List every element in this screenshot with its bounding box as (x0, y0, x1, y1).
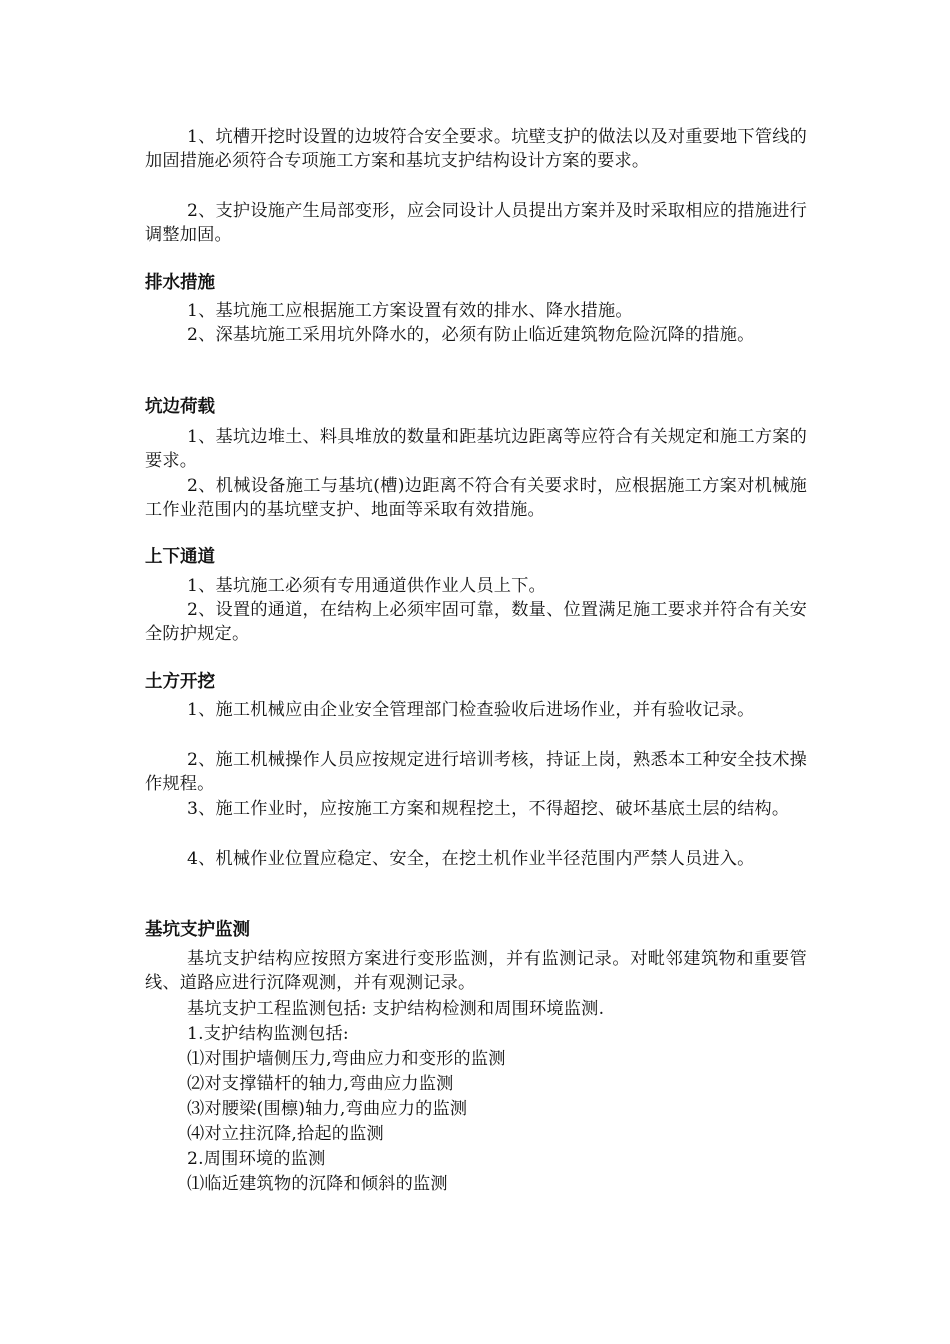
edge-load-paragraph-2: 2、机械设备施工与基坑(槽)边距离不符合有关要求时，应根据施工方案对机械施工作业范围内的基坑壁支护、地面等采取有效措施。 (145, 476, 807, 520)
monitoring-paragraph-1: 基坑支护结构应按照方案进行变形监测，并有监测记录。对毗邻建筑物和重要管线、道路应进行沉降观测，并有观测记录。 (145, 949, 807, 993)
intro-paragraph-2: 2、支护设施产生局部变形，应会同设计人员提出方案并及时采取相应的措施进行调整加固。 (145, 201, 807, 245)
monitoring-list-item: 1.支护结构监测包括: (187, 1024, 349, 1044)
monitoring-list-item: ⑴对围护墙侧压力,弯曲应力和变形的监测 (187, 1049, 506, 1069)
section-heading-monitoring: 基坑支护监测 (145, 920, 250, 940)
monitoring-paragraph-2: 基坑支护工程监测包括: 支护结构检测和周围环境监测. (187, 999, 605, 1019)
section-heading-edge-load: 坑边荷载 (145, 397, 215, 417)
access-paragraph-1: 1、基坑施工必须有专用通道供作业人员上下。 (187, 576, 546, 596)
excavation-paragraph-1: 1、施工机械应由企业安全管理部门检查验收后进场作业，并有验收记录。 (187, 700, 755, 720)
section-heading-excavation: 土方开挖 (145, 672, 215, 692)
monitoring-list-item: ⑴临近建筑物的沉降和倾斜的监测 (187, 1174, 448, 1194)
drainage-paragraph-2: 2、深基坑施工采用坑外降水的，必须有防止临近建筑物危险沉降的措施。 (187, 325, 755, 345)
drainage-paragraph-1: 1、基坑施工应根据施工方案设置有效的排水、降水措施。 (187, 301, 633, 321)
excavation-paragraph-2: 2、施工机械操作人员应按规定进行培训考核，持证上岗，熟悉本工种安全技术操作规程。 (145, 750, 807, 794)
section-heading-access: 上下通道 (145, 547, 215, 567)
monitoring-list-item: ⑷对立拄沉降,拾起的监测 (187, 1124, 384, 1144)
monitoring-list-item: ⑵对支撑锚杆的轴力,弯曲应力监测 (187, 1074, 454, 1094)
excavation-paragraph-4: 4、机械作业位置应稳定、安全，在挖土机作业半径范围内严禁人员进入。 (187, 849, 755, 869)
excavation-paragraph-3: 3、施工作业时，应按施工方案和规程挖土，不得超挖、破坏基底土层的结构。 (187, 799, 790, 819)
monitoring-list-item: 2.周围环境的监测 (187, 1149, 326, 1169)
section-heading-drainage: 排水措施 (145, 273, 215, 293)
access-paragraph-2: 2、设置的通道，在结构上必须牢固可靠，数量、位置满足施工要求并符合有关安全防护规定。 (145, 600, 807, 644)
intro-paragraph-1: 1、坑槽开挖时设置的边坡符合安全要求。坑壁支护的做法以及对重要地下管线的加固措施必须符合专项施工方案和基坑支护结构设计方案的要求。 (145, 127, 807, 171)
monitoring-list-item: ⑶对腰梁(围檩)轴力,弯曲应力的监测 (187, 1099, 468, 1119)
edge-load-paragraph-1: 1、基坑边堆土、料具堆放的数量和距基坑边距离等应符合有关规定和施工方案的要求。 (145, 427, 807, 471)
